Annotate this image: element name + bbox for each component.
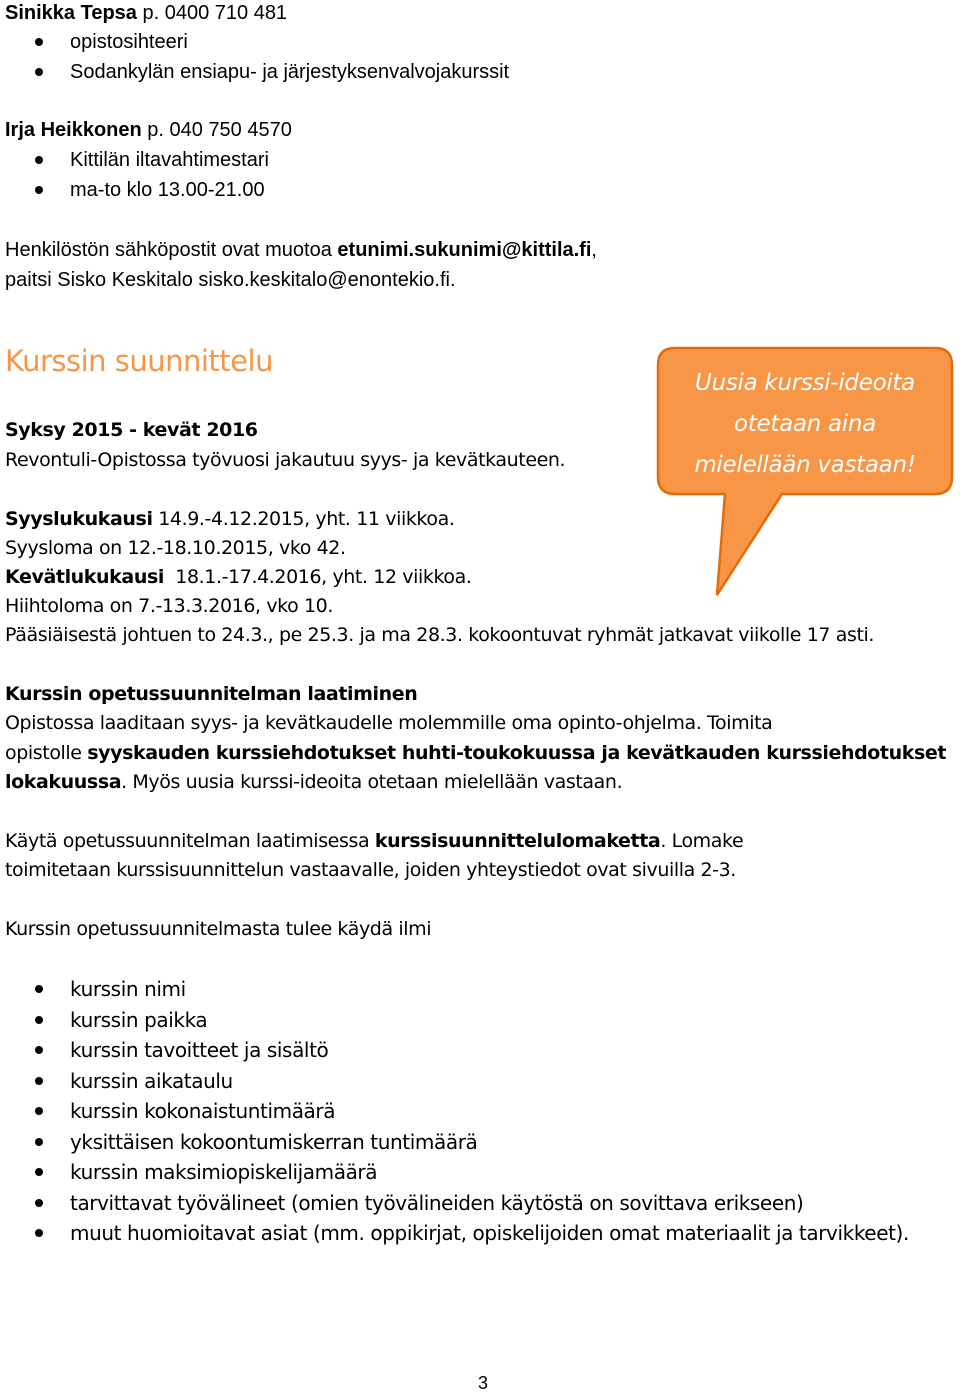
list-item-text: tarvittavat työvälineet (omien työvälineiden käytöstä on sovittava erikseen) — [70, 1191, 804, 1215]
list-intro: Kurssin opetussuunnitelmasta tulee käydä ilmi — [5, 918, 432, 940]
page-number: 3 — [478, 1373, 489, 1393]
bullet-icon — [35, 68, 43, 76]
list-item-text: kurssin kokonaistuntimäärä — [70, 1099, 336, 1123]
email-note-text: Henkilöstön sähköpostit ovat muotoa — [5, 239, 338, 261]
form-note-text: . Lomake — [660, 830, 744, 852]
list-item-text: Kittilän iltavahtimestari — [70, 149, 269, 171]
bullet-icon — [35, 1138, 43, 1146]
bullet-icon — [35, 1107, 43, 1115]
form-name: kurssisuunnittelulomaketta — [374, 830, 661, 852]
callout-line: mielellään vastaan! — [694, 452, 916, 478]
list-item-text: Sodankylän ensiapu- ja järjestyksenvalvojakurssit — [70, 61, 510, 83]
curriculum-heading — [5, 682, 417, 706]
form-note-text: Käytä opetussuunnitelman laatimisessa — [5, 830, 375, 852]
schedule-label: Kevätlukukausi — [5, 566, 164, 588]
email-note-line2: paitsi Sisko Keskitalo sisko.keskitalo@enontekio.fi. — [5, 269, 456, 291]
callout-text — [657, 363, 953, 486]
bullet-icon — [35, 1046, 43, 1054]
callout-bubble — [657, 347, 953, 495]
schedule-text: 18.1.-17.4.2016, yht. 12 viikkoa. — [163, 566, 472, 588]
term-heading-text: Syksy 2015 - kevät 2016 — [5, 419, 258, 441]
form-note-line2: toimitetaan kurssisuunnittelun vastaavalle, joiden yhteystiedot ovat sivuilla 2-3. — [5, 859, 736, 881]
list-item-text: muut huomioitavat asiat (mm. oppikirjat, opiskelijoiden omat materiaalit ja tarvikkeet). — [70, 1221, 909, 1245]
list-item-text: yksittäisen kokoontumiskerran tuntimäärä — [70, 1130, 478, 1154]
curriculum-bold: lokakuussa — [5, 771, 122, 793]
curriculum-line2 — [5, 741, 946, 765]
email-note-text: , — [591, 239, 597, 261]
curriculum-heading-text: Kurssin opetussuunnitelman laatiminen — [5, 683, 418, 705]
schedule-spring — [5, 565, 472, 589]
list-item-text: kurssin aikataulu — [70, 1069, 233, 1093]
bullet-icon — [35, 1168, 43, 1176]
bullet-icon — [35, 1016, 43, 1024]
bullet-icon — [35, 38, 43, 46]
curriculum-line3 — [5, 770, 622, 794]
term-heading — [5, 418, 258, 442]
list-item-text: kurssin tavoitteet ja sisältö — [70, 1038, 329, 1062]
schedule-easter: Pääsiäisestä johtuen to 24.3., pe 25.3. ja ma 28.3. kokoontuvat ryhmät jatkavat viikolle 17 asti. — [5, 624, 875, 646]
email-pattern: etunimi.sukunimi@kittila.fi — [337, 239, 592, 261]
term-description: Revontuli-Opistossa työvuosi jakautuu syys- ja kevätkauteen. — [5, 449, 566, 471]
list-item-text: kurssin maksimiopiskelijamäärä — [70, 1160, 378, 1184]
curriculum-text: opistolle — [5, 742, 88, 764]
callout-line: otetaan aina — [734, 411, 876, 437]
bullet-icon — [35, 1077, 43, 1085]
contact-line-tepsa — [5, 1, 287, 25]
contact-phone: p. 0400 710 481 — [136, 2, 288, 24]
bullet-icon — [35, 1229, 43, 1237]
schedule-ski-break: Hiihtoloma on 7.-13.3.2016, vko 10. — [5, 595, 333, 617]
schedule-autumn — [5, 507, 454, 531]
bullet-icon — [35, 985, 43, 993]
section-title: Kurssin suunnittelu — [5, 344, 273, 378]
schedule-autumn-break: Syysloma on 12.-18.10.2015, vko 42. — [5, 537, 346, 559]
schedule-label: Syyslukukausi — [5, 508, 153, 530]
bullet-icon — [35, 1199, 43, 1207]
bullet-icon — [35, 186, 43, 194]
email-note-line1 — [5, 238, 597, 262]
curriculum-bold: syyskauden kurssiehdotukset huhti-toukokuussa ja kevätkauden kurssiehdotukset — [87, 742, 947, 764]
schedule-text: 14.9.-4.12.2015, yht. 11 viikkoa. — [152, 508, 455, 530]
contact-name: Irja Heikkonen — [5, 119, 142, 141]
contact-phone: p. 040 750 4570 — [141, 119, 292, 141]
list-item-text: kurssin nimi — [70, 977, 186, 1001]
callout-line: Uusia kurssi-ideoita — [695, 370, 915, 396]
contact-line-heikkonen — [5, 118, 292, 142]
contact-name: Sinikka Tepsa — [5, 2, 137, 24]
list-item-text: ma-to klo 13.00-21.00 — [70, 179, 265, 201]
curriculum-line1: Opistossa laaditaan syys- ja kevätkaudelle molemmille oma opinto-ohjelma. Toimita — [5, 712, 773, 734]
form-note-line1 — [5, 829, 743, 853]
curriculum-text: . Myös uusia kurssi-ideoita otetaan mielellään vastaan. — [121, 771, 623, 793]
list-item-text: opistosihteeri — [70, 31, 188, 53]
list-item-text: kurssin paikka — [70, 1008, 208, 1032]
bullet-icon — [35, 156, 43, 164]
